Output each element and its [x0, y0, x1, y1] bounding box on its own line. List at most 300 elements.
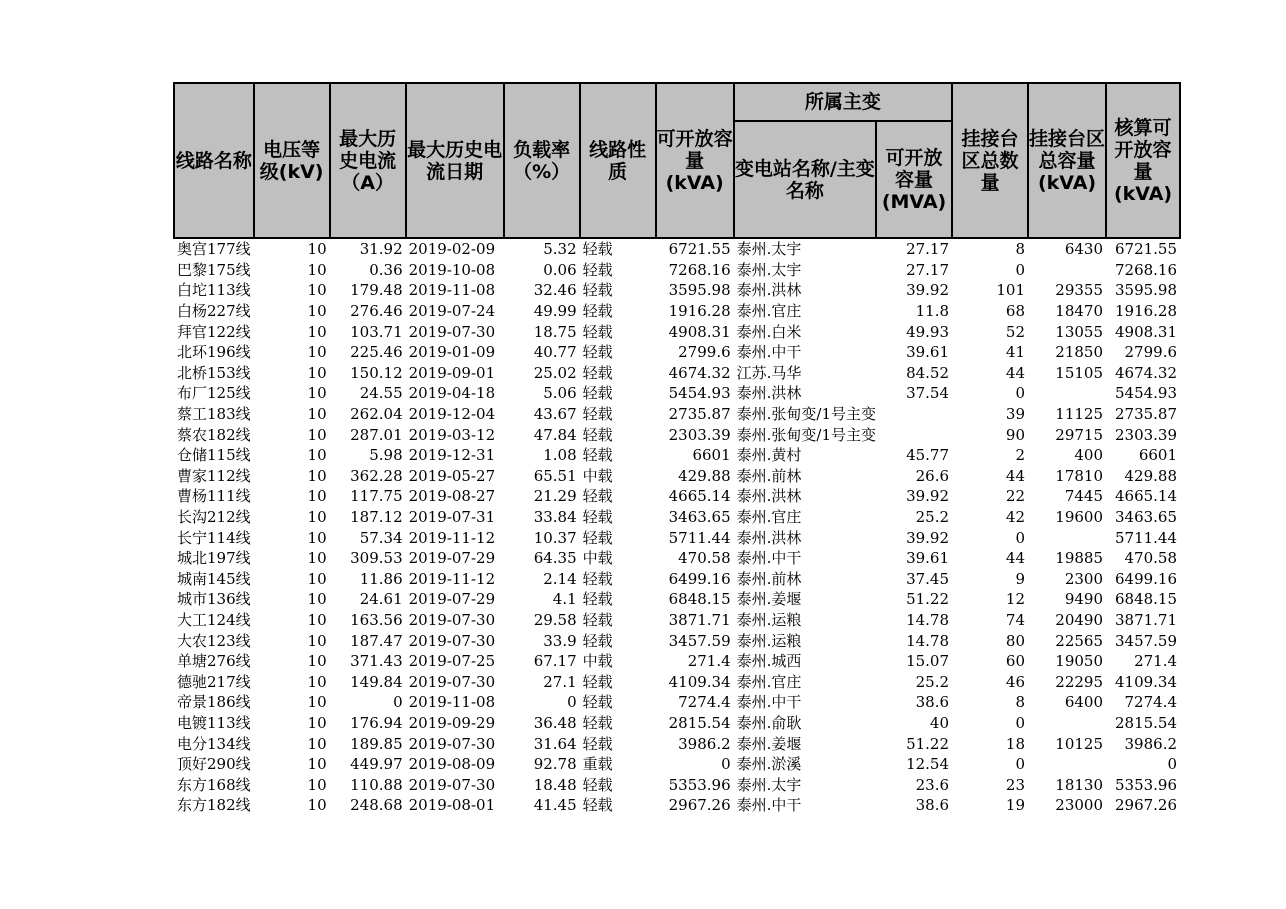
- substation-cell: 泰州.姜堰: [736, 590, 802, 609]
- table-row: [174, 774, 1180, 795]
- sub-capacity-cell: 23.6: [915, 775, 950, 794]
- voltage-cell: 10: [307, 384, 327, 403]
- area-capacity-cell: [1028, 527, 1106, 548]
- area-count-cell: 80: [1005, 631, 1026, 650]
- area-count-cell: 90: [1005, 425, 1026, 444]
- line-type-cell: 轻载: [582, 487, 613, 506]
- area-count-cell: 19: [1005, 796, 1026, 815]
- max-current-cell: 262.04: [350, 405, 403, 424]
- load-rate-cell: 1.08: [543, 446, 577, 465]
- line-name-cell: 单塘276线: [177, 652, 251, 671]
- load-rate-cell: 0: [567, 693, 577, 712]
- area-capacity-cell: 22295: [1055, 672, 1104, 691]
- table-row: [174, 692, 1180, 713]
- calc-capacity-cell: 7268.16: [1114, 260, 1178, 279]
- line-name-cell: 东方182线: [177, 796, 251, 815]
- area-count-cell: 0: [1015, 713, 1026, 732]
- max-current-cell: 309.53: [350, 549, 403, 568]
- max-date-cell: 2019-04-18: [408, 384, 496, 403]
- load-rate-cell: 18.48: [533, 775, 577, 794]
- voltage-cell: 10: [307, 466, 327, 485]
- area-count-cell: 52: [1005, 322, 1026, 341]
- area-count-cell: 8: [1015, 240, 1026, 259]
- line-name-cell: 北桥153线: [177, 363, 251, 382]
- max-date-cell: 2019-12-31: [408, 446, 496, 465]
- area-capacity-cell: 19600: [1055, 508, 1104, 527]
- load-rate-cell: 32.46: [533, 281, 577, 300]
- calc-capacity-cell: 6499.16: [1114, 569, 1178, 588]
- sub-capacity-cell: 27.17: [906, 260, 950, 279]
- max-current-cell: 0.36: [369, 260, 403, 279]
- area-capacity-cell: 7445: [1064, 487, 1104, 506]
- header-line-type: 线路性质: [580, 83, 656, 238]
- table-row: [174, 610, 1180, 631]
- line-name-cell: 仓储115线: [177, 446, 251, 465]
- load-rate-cell: 10.37: [533, 528, 577, 547]
- max-current-cell: 248.68: [350, 796, 403, 815]
- table-row: [174, 651, 1180, 672]
- max-current-cell: 276.46: [350, 302, 403, 321]
- table-row: [174, 321, 1180, 342]
- voltage-cell: 10: [307, 528, 327, 547]
- load-rate-cell: 21.29: [533, 487, 577, 506]
- voltage-cell: 10: [307, 302, 327, 321]
- load-rate-cell: 33.9: [543, 631, 577, 650]
- sub-capacity-cell: 15.07: [906, 652, 950, 671]
- calc-capacity-cell: 3595.98: [1114, 281, 1178, 300]
- open-capacity-cell: 3595.98: [668, 281, 731, 300]
- table-row: [174, 527, 1180, 548]
- table-row: [174, 713, 1180, 734]
- line-name-cell: 曹杨111线: [177, 487, 251, 506]
- calc-capacity-cell: 5454.93: [1114, 384, 1178, 403]
- load-rate-cell: 43.67: [533, 405, 577, 424]
- load-rate-cell: 2.14: [543, 569, 577, 588]
- open-capacity-cell: 6601: [692, 446, 731, 465]
- open-capacity-cell: 2967.26: [668, 796, 731, 815]
- header-area-capacity: 挂接台区总容量(kVA): [1028, 83, 1106, 238]
- line-name-cell: 大农123线: [177, 631, 251, 650]
- substation-cell: 泰州.洪林: [736, 487, 802, 506]
- substation-cell: 泰州.洪林: [736, 281, 802, 300]
- max-date-cell: 2019-07-29: [408, 549, 496, 568]
- open-capacity-cell: 429.88: [678, 466, 731, 485]
- max-current-cell: 0: [393, 693, 403, 712]
- sub-capacity-cell: 39.92: [906, 487, 950, 506]
- voltage-cell: 10: [307, 405, 327, 424]
- open-capacity-cell: 7268.16: [668, 260, 731, 279]
- table-header: [174, 83, 1180, 238]
- line-name-cell: 北环196线: [177, 343, 251, 362]
- calc-capacity-cell: 2815.54: [1114, 713, 1178, 732]
- line-type-cell: 轻载: [582, 405, 613, 424]
- substation-cell: 泰州.中干: [736, 549, 802, 568]
- area-count-cell: 44: [1005, 549, 1026, 568]
- open-capacity-cell: 4109.34: [668, 672, 731, 691]
- max-date-cell: 2019-09-29: [408, 713, 496, 732]
- area-capacity-cell: 18130: [1055, 775, 1104, 794]
- substation-cell: 泰州.张甸变/1号主变: [736, 405, 877, 424]
- substation-cell: 泰州.城西: [736, 652, 802, 671]
- sub-capacity-cell: 27.17: [906, 240, 950, 259]
- sub-capacity-cell: 39.92: [906, 281, 950, 300]
- area-count-cell: 74: [1005, 610, 1026, 629]
- sub-capacity-cell: 26.6: [915, 466, 950, 485]
- line-type-cell: 轻载: [582, 425, 613, 444]
- line-type-cell: 轻载: [582, 693, 613, 712]
- open-capacity-cell: 1916.28: [668, 302, 731, 321]
- voltage-cell: 10: [307, 693, 327, 712]
- calc-capacity-cell: 2799.6: [1124, 343, 1178, 362]
- line-type-cell: 轻载: [582, 569, 613, 588]
- table-row: [174, 301, 1180, 322]
- max-current-cell: 149.84: [350, 672, 403, 691]
- voltage-cell: 10: [307, 590, 327, 609]
- substation-cell: 泰州.官庄: [736, 302, 802, 321]
- sub-capacity-cell: 51.22: [906, 734, 950, 753]
- line-type-cell: 重载: [582, 755, 613, 774]
- max-current-cell: 150.12: [350, 363, 403, 382]
- calc-capacity-cell: 2735.87: [1114, 405, 1178, 424]
- voltage-cell: 10: [307, 240, 327, 259]
- sub-capacity-cell: 51.22: [906, 590, 950, 609]
- max-current-cell: 449.97: [350, 755, 403, 774]
- substation-cell: 泰州.太宇: [736, 240, 802, 259]
- line-name-cell: 拜官122线: [177, 322, 251, 341]
- load-rate-cell: 4.1: [552, 590, 577, 609]
- open-capacity-cell: 2815.54: [668, 713, 731, 732]
- max-date-cell: 2019-07-25: [408, 652, 496, 671]
- sub-capacity-cell: [876, 424, 952, 445]
- area-capacity-cell: 17810: [1055, 466, 1104, 485]
- load-rate-cell: 49.99: [533, 302, 577, 321]
- calc-capacity-cell: 4109.34: [1114, 672, 1178, 691]
- max-current-cell: 110.88: [350, 775, 403, 794]
- max-date-cell: 2019-03-12: [408, 425, 496, 444]
- area-count-cell: 12: [1005, 590, 1026, 609]
- max-date-cell: 2019-07-30: [408, 775, 496, 794]
- voltage-cell: 10: [307, 322, 327, 341]
- open-capacity-cell: 4908.31: [668, 322, 731, 341]
- open-capacity-cell: 2303.39: [668, 425, 731, 444]
- load-rate-cell: 31.64: [533, 734, 577, 753]
- calc-capacity-cell: 5711.44: [1114, 528, 1178, 547]
- calc-capacity-cell: 3463.65: [1114, 508, 1178, 527]
- voltage-cell: 10: [307, 363, 327, 382]
- table-row: [174, 424, 1180, 445]
- area-count-cell: 22: [1005, 487, 1026, 506]
- area-capacity-cell: 18470: [1055, 302, 1104, 321]
- header-load-rate: 负载率（%）: [504, 83, 580, 238]
- substation-cell: 泰州.洪林: [736, 384, 802, 403]
- substation-cell: 泰州.前林: [736, 466, 802, 485]
- max-current-cell: 371.43: [350, 652, 403, 671]
- calc-capacity-cell: 271.4: [1134, 652, 1178, 671]
- table-row: [174, 445, 1180, 466]
- max-date-cell: 2019-07-30: [408, 672, 496, 691]
- max-current-cell: 117.75: [350, 487, 403, 506]
- header-line-name: 线路名称: [174, 83, 254, 238]
- substation-cell: 泰州.太宇: [736, 775, 802, 794]
- substation-cell: 泰州.中干: [736, 343, 802, 362]
- line-name-cell: 蔡农182线: [177, 425, 251, 444]
- line-name-cell: 东方168线: [177, 775, 251, 794]
- substation-cell: 泰州.运粮: [736, 631, 802, 650]
- max-current-cell: 103.71: [350, 322, 403, 341]
- line-type-cell: 轻载: [582, 384, 613, 403]
- open-capacity-cell: 3986.2: [678, 734, 731, 753]
- line-type-cell: 轻载: [582, 796, 613, 815]
- sub-capacity-cell: 45.77: [906, 446, 950, 465]
- max-date-cell: 2019-11-12: [408, 569, 496, 588]
- line-name-cell: 白杨227线: [177, 302, 251, 321]
- voltage-cell: 10: [307, 755, 327, 774]
- load-rate-cell: 64.35: [533, 549, 577, 568]
- substation-cell: 泰州.太宇: [736, 260, 802, 279]
- max-date-cell: 2019-07-31: [408, 508, 496, 527]
- header-area-count: 挂接台区总数量: [952, 83, 1028, 238]
- line-name-cell: 奥宫177线: [177, 240, 251, 259]
- sub-capacity-cell: 25.2: [915, 672, 950, 691]
- calc-capacity-cell: 1916.28: [1114, 302, 1178, 321]
- calc-capacity-cell: 429.88: [1124, 466, 1178, 485]
- area-capacity-cell: 13055: [1055, 322, 1104, 341]
- table-row: [174, 238, 1180, 260]
- sub-capacity-cell: 39.92: [906, 528, 950, 547]
- area-count-cell: 0: [1015, 755, 1026, 774]
- open-capacity-cell: 5454.93: [668, 384, 731, 403]
- load-rate-cell: 25.02: [533, 363, 577, 382]
- table-row: [174, 280, 1180, 301]
- line-name-cell: 长宁114线: [177, 528, 251, 547]
- line-name-cell: 巴黎175线: [177, 260, 251, 279]
- area-count-cell: 41: [1005, 343, 1026, 362]
- table-row: [174, 260, 1180, 281]
- area-count-cell: 9: [1015, 569, 1026, 588]
- calc-capacity-cell: 470.58: [1124, 549, 1178, 568]
- line-name-cell: 电分134线: [177, 734, 251, 753]
- substation-cell: 泰州.官庄: [736, 672, 802, 691]
- load-rate-cell: 67.17: [533, 652, 577, 671]
- voltage-cell: 10: [307, 425, 327, 444]
- substation-cell: 泰州.中干: [736, 796, 802, 815]
- substation-cell: 泰州.官庄: [736, 508, 802, 527]
- load-rate-cell: 33.84: [533, 508, 577, 527]
- calc-capacity-cell: 3457.59: [1114, 631, 1178, 650]
- area-count-cell: 18: [1005, 734, 1026, 753]
- area-capacity-cell: 21850: [1055, 343, 1104, 362]
- line-type-cell: 中载: [582, 652, 613, 671]
- voltage-cell: 10: [307, 281, 327, 300]
- load-rate-cell: 29.58: [533, 610, 577, 629]
- voltage-cell: 10: [307, 775, 327, 794]
- table-row: [174, 569, 1180, 590]
- voltage-cell: 10: [307, 569, 327, 588]
- line-type-cell: 轻载: [582, 631, 613, 650]
- table-row: [174, 589, 1180, 610]
- substation-cell: 泰州.运粮: [736, 610, 802, 629]
- max-current-cell: 189.85: [350, 734, 403, 753]
- max-date-cell: 2019-09-01: [408, 363, 496, 382]
- area-count-cell: 0: [1015, 528, 1026, 547]
- sub-capacity-cell: 39.61: [906, 343, 950, 362]
- calc-capacity-cell: 4908.31: [1114, 322, 1178, 341]
- calc-capacity-cell: 6601: [1138, 446, 1178, 465]
- area-count-cell: 42: [1005, 508, 1026, 527]
- substation-cell: 泰州.黄村: [736, 446, 802, 465]
- sub-capacity-cell: 11.8: [915, 302, 950, 321]
- area-count-cell: 101: [996, 281, 1026, 300]
- max-date-cell: 2019-08-09: [408, 755, 496, 774]
- sub-capacity-cell: 37.45: [906, 569, 950, 588]
- line-type-cell: 轻载: [582, 281, 613, 300]
- max-date-cell: 2019-07-30: [408, 631, 496, 650]
- substation-cell: 泰州.姜堰: [736, 734, 802, 753]
- area-count-cell: 68: [1005, 302, 1026, 321]
- max-date-cell: 2019-01-09: [408, 343, 496, 362]
- load-rate-cell: 36.48: [533, 713, 577, 732]
- voltage-cell: 10: [307, 734, 327, 753]
- area-capacity-cell: 29715: [1055, 425, 1104, 444]
- area-capacity-cell: [1028, 260, 1106, 281]
- voltage-cell: 10: [307, 508, 327, 527]
- line-name-cell: 城南145线: [177, 569, 251, 588]
- substation-cell: 泰州.前林: [736, 569, 802, 588]
- area-capacity-cell: 10125: [1055, 734, 1104, 753]
- max-current-cell: 31.92: [359, 240, 403, 259]
- line-type-cell: 轻载: [582, 713, 613, 732]
- table-row: [174, 383, 1180, 404]
- table-row: [174, 363, 1180, 384]
- substation-cell: 泰州.白米: [736, 322, 802, 341]
- open-capacity-cell: 4665.14: [668, 487, 731, 506]
- voltage-cell: 10: [307, 446, 327, 465]
- sub-capacity-cell: 49.93: [906, 322, 950, 341]
- open-capacity-cell: 0: [721, 755, 731, 774]
- area-capacity-cell: [1028, 383, 1106, 404]
- max-current-cell: 5.98: [369, 446, 403, 465]
- substation-cell: 泰州.淤溪: [736, 755, 802, 774]
- load-rate-cell: 18.75: [533, 322, 577, 341]
- area-count-cell: 60: [1005, 652, 1026, 671]
- max-current-cell: 287.01: [350, 425, 403, 444]
- line-name-cell: 顶好290线: [177, 755, 251, 774]
- open-capacity-cell: 5711.44: [668, 528, 731, 547]
- area-count-cell: 44: [1005, 466, 1026, 485]
- open-capacity-cell: 271.4: [687, 652, 731, 671]
- area-capacity-cell: 22565: [1055, 631, 1104, 650]
- max-date-cell: 2019-02-09: [408, 240, 496, 259]
- max-date-cell: 2019-07-24: [408, 302, 496, 321]
- area-capacity-cell: 2300: [1064, 569, 1104, 588]
- area-capacity-cell: 19050: [1055, 652, 1104, 671]
- max-current-cell: 163.56: [350, 610, 403, 629]
- line-type-cell: 轻载: [582, 446, 613, 465]
- voltage-cell: 10: [307, 652, 327, 671]
- load-rate-cell: 47.84: [533, 425, 577, 444]
- open-capacity-cell: 4674.32: [668, 363, 731, 382]
- line-name-cell: 城北197线: [177, 549, 251, 568]
- open-capacity-cell: 5353.96: [668, 775, 731, 794]
- max-current-cell: 362.28: [350, 466, 403, 485]
- area-capacity-cell: [1028, 754, 1106, 775]
- table-row: [174, 486, 1180, 507]
- line-type-cell: 中载: [582, 466, 613, 485]
- area-capacity-cell: 400: [1074, 446, 1104, 465]
- header-voltage: 电压等级(kV): [254, 83, 330, 238]
- area-capacity-cell: 11125: [1055, 405, 1104, 424]
- open-capacity-cell: 3457.59: [668, 631, 731, 650]
- sub-capacity-cell: 14.78: [906, 631, 950, 650]
- area-count-cell: 2: [1015, 446, 1026, 465]
- area-count-cell: 8: [1015, 693, 1026, 712]
- area-capacity-cell: [1028, 713, 1106, 734]
- table-row: [174, 795, 1180, 816]
- area-capacity-cell: 19885: [1055, 549, 1104, 568]
- table-row: [174, 630, 1180, 651]
- max-date-cell: 2019-08-27: [408, 487, 496, 506]
- max-date-cell: 2019-08-01: [408, 796, 496, 815]
- max-current-cell: 179.48: [350, 281, 403, 300]
- max-date-cell: 2019-07-30: [408, 734, 496, 753]
- load-rate-cell: 0.06: [543, 260, 577, 279]
- open-capacity-cell: 6848.15: [668, 590, 731, 609]
- sub-capacity-cell: 37.54: [906, 384, 950, 403]
- max-date-cell: 2019-11-12: [408, 528, 496, 547]
- table-row: [174, 466, 1180, 487]
- substation-cell: 泰州.张甸变/1号主变: [736, 425, 877, 444]
- area-capacity-cell: 6430: [1064, 240, 1104, 259]
- sub-capacity-cell: 84.52: [906, 363, 950, 382]
- calc-capacity-cell: 6848.15: [1114, 590, 1178, 609]
- line-type-cell: 轻载: [582, 322, 613, 341]
- voltage-cell: 10: [307, 610, 327, 629]
- line-type-cell: 轻载: [582, 240, 613, 259]
- max-current-cell: 225.46: [350, 343, 403, 362]
- area-count-cell: 0: [1015, 384, 1026, 403]
- open-capacity-cell: 2799.6: [678, 343, 731, 362]
- sub-capacity-cell: [876, 404, 952, 425]
- open-capacity-cell: 2735.87: [668, 405, 731, 424]
- table-body: [174, 238, 1180, 816]
- max-date-cell: 2019-11-08: [408, 281, 496, 300]
- max-date-cell: 2019-10-08: [408, 260, 496, 279]
- table-row: [174, 342, 1180, 363]
- line-name-cell: 电镀113线: [177, 713, 251, 732]
- voltage-cell: 10: [307, 487, 327, 506]
- sub-capacity-cell: 39.61: [906, 549, 950, 568]
- load-rate-cell: 5.06: [543, 384, 577, 403]
- line-type-cell: 轻载: [582, 775, 613, 794]
- max-current-cell: 11.86: [359, 569, 403, 588]
- calc-capacity-cell: 5353.96: [1114, 775, 1178, 794]
- sub-capacity-cell: 38.6: [915, 796, 950, 815]
- max-date-cell: 2019-05-27: [408, 466, 496, 485]
- sub-capacity-cell: 12.54: [906, 755, 950, 774]
- max-current-cell: 187.12: [350, 508, 403, 527]
- header-calc-capacity: 核算可开放容量(kVA): [1106, 83, 1180, 238]
- load-rate-cell: 41.45: [533, 796, 577, 815]
- line-name-cell: 帝景186线: [177, 693, 251, 712]
- area-count-cell: 46: [1005, 672, 1026, 691]
- table-row: [174, 733, 1180, 754]
- voltage-cell: 10: [307, 549, 327, 568]
- sub-capacity-cell: 40: [929, 713, 950, 732]
- calc-capacity-cell: 4674.32: [1114, 363, 1178, 382]
- area-count-cell: 23: [1005, 775, 1026, 794]
- line-name-cell: 长沟212线: [177, 508, 251, 527]
- data-table: [173, 82, 1181, 816]
